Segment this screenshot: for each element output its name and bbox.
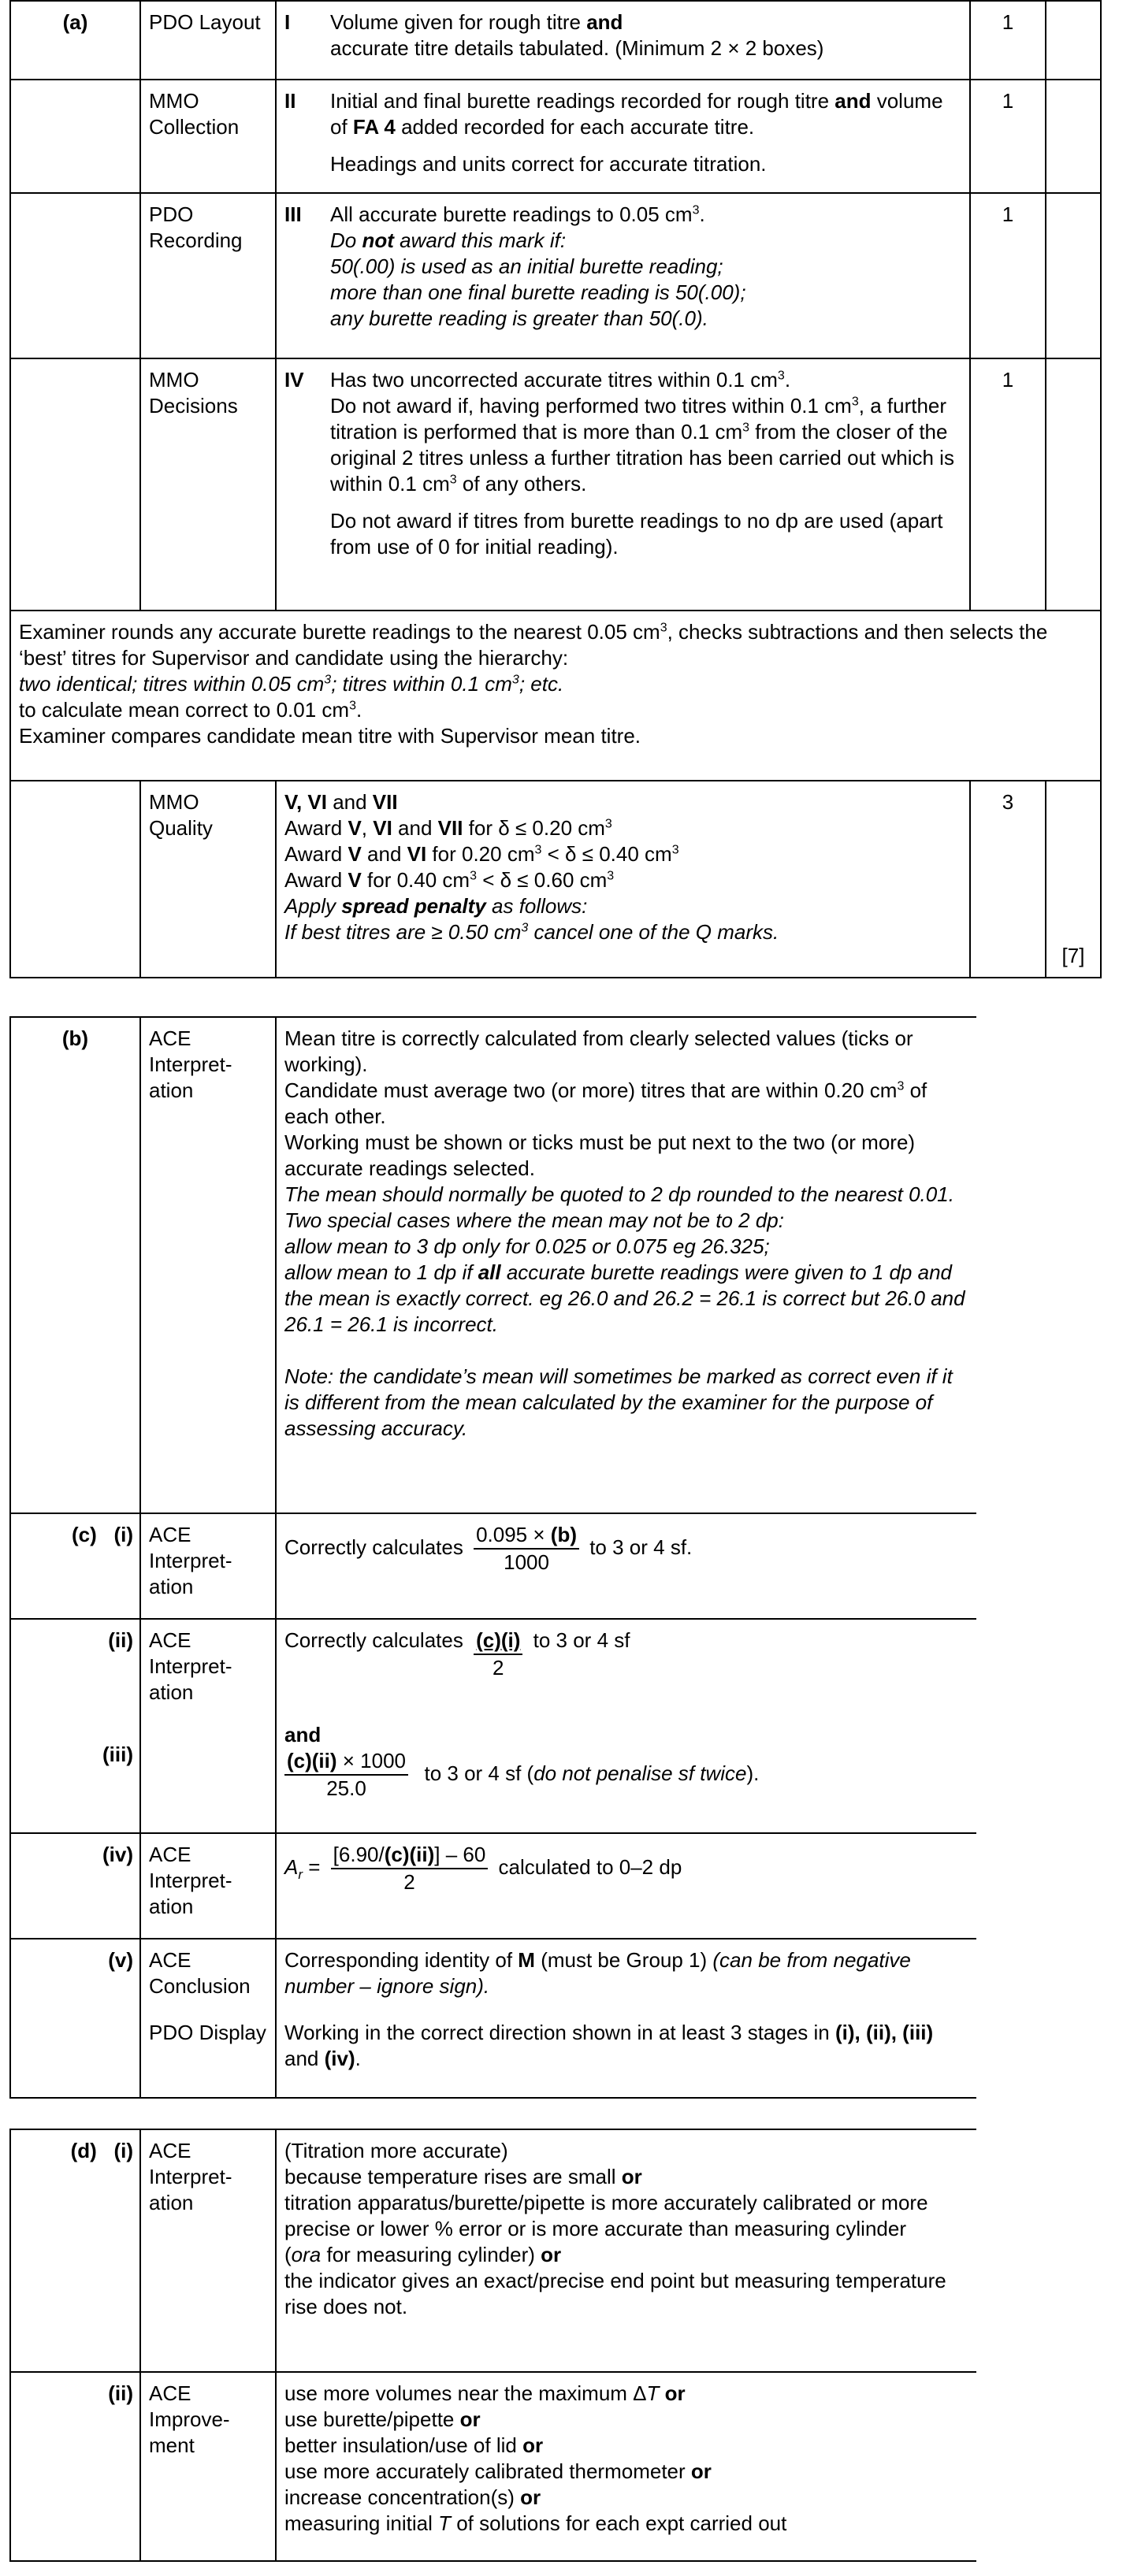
criteria-line: Has two uncorrected accurate titres within 0.1 $cm^3$.	[330, 368, 791, 392]
criteria-line: Candidate must average two (or more) titres that are within 0.20 $cm^3$ of each other.	[284, 1078, 927, 1128]
row-c-ii-iii	[10, 1619, 976, 1833]
row-a-decisions	[10, 358, 1101, 611]
criteria-line: any burette reading is greater than 50(.0).	[330, 306, 708, 330]
marking-table-a	[9, 0, 1102, 978]
criteria-line: Working must be shown or ticks must be put next to the two (or more) accurate readings selected.	[284, 1130, 916, 1180]
row-a-recording	[10, 193, 1101, 358]
fraction: $\frac{(c)(i)}{2}$	[474, 1628, 522, 1681]
mark-value: 1	[970, 193, 1046, 358]
row-c-v	[10, 1939, 976, 2098]
roman-numeral: I	[284, 10, 291, 34]
skill-label: ACE Interpret- ation	[140, 1017, 276, 1513]
criteria-line: Do not award this mark if:	[330, 228, 567, 252]
part-label-a: (a)	[10, 1, 140, 80]
criteria-line: The mean should normally be quoted to 2 dp rounded to the nearest 0.01.	[284, 1182, 954, 1206]
row-c-iv	[10, 1833, 976, 1939]
examiner-line: to calculate mean correct to 0.01 $cm^3$.	[19, 698, 362, 722]
part-label-d-ii: (ii)	[10, 2372, 140, 2561]
row-a-collection	[10, 80, 1101, 193]
skill-label: PDO Layout	[140, 1, 276, 80]
roman-numeral: IV	[284, 368, 304, 392]
mark-value: 1	[970, 1, 1046, 80]
criteria-cell: $A_r$ = $\frac{[6.90/(c)(ii)] - 60}{2}$ calculated to 0–2 dp	[276, 1833, 976, 1939]
skill-label: ACE Conclusion PDO Display	[140, 1939, 276, 2098]
examiner-line: Examiner rounds any accurate burette readings to the nearest 0.05 $cm^3$, checks subtractions and then selects the ‘best’ titres for Supervisor and candidate using the hierarchy:	[19, 620, 1048, 670]
skill-label: ACE Improve- ment	[140, 2372, 276, 2561]
criteria-line: allow mean to 3 dp only for 0.025 or 0.075 eg 26.325;	[284, 1234, 770, 1258]
marking-table-d	[9, 2129, 976, 2562]
fraction: $\frac{[6.90/(c)(ii)] - 60}{2}$	[331, 1842, 489, 1895]
skill-label: MMO Collection	[140, 80, 276, 193]
roman-numeral: II	[284, 89, 296, 113]
criteria-cell	[276, 193, 970, 358]
examiner-note	[10, 611, 1101, 781]
criteria-cell: Correctly calculates $\frac{0.095 \times (b)}{1000}$ to 3 or 4 sf.	[276, 1513, 976, 1619]
criteria-cell: (Titration more accurate) because temperature rises are small or titration apparatus/burette/pipette is more accurately calibrated or more precise or lower % error or is more accurate than measuring cylinder (ora for measuring cylinder) or the indicator gives an exact/precise end point but measuring temperature rise does not.	[276, 2129, 976, 2372]
total-marks: [7]	[1046, 781, 1101, 978]
criteria-line: accurate titre details tabulated. (Minimum 2 × 2 boxes)	[330, 36, 824, 60]
part-label-b: (b)	[10, 1017, 140, 1513]
criteria-cell	[276, 781, 970, 978]
part-label-d-i: (d) (i)	[10, 2129, 140, 2372]
criteria-line: Volume given for rough titre and	[330, 10, 623, 34]
skill-label: MMO Quality	[140, 781, 276, 978]
criteria-cell	[276, 1017, 976, 1513]
row-d-i	[10, 2129, 976, 2372]
roman-numeral: III	[284, 202, 302, 226]
part-label-c-v: (v)	[10, 1939, 140, 2098]
row-examiner-note	[10, 611, 1101, 781]
quality-line: Award V for 0.40 $cm^3 < \delta \le 0.60$ $cm^3$	[284, 868, 615, 892]
criteria-line: more than one final burette reading is 50(.00);	[330, 280, 746, 304]
fraction: $\frac{(c)(ii) \times 1000}{25.0}$	[284, 1748, 408, 1802]
skill-label: PDO Recording	[140, 193, 276, 358]
skill-label: MMO Decisions	[140, 358, 276, 611]
part-label-c-iv: (iv)	[10, 1833, 140, 1939]
skill-label: ACE Interpret- ation	[140, 2129, 276, 2372]
criteria-line: Do not award if, having performed two titres within 0.1 $cm^3$, a further titration is performed that is more than 0.1 $cm^3$ from the closer of the original 2 titres unless a further titration has been carried out which is within 0.1 $cm^3$ of any others.	[330, 394, 954, 496]
quality-line: If best titres are ≥ 0.50 $cm^3$ cancel one of the Q marks.	[284, 920, 779, 944]
quality-line: Award V and VI for 0.20 $cm^3 < \delta \le 0.40$ $cm^3$	[284, 842, 679, 866]
criteria-line: Initial and final burette readings recorded for rough titre and volume of FA 4 added recorded for each accurate titre.	[330, 89, 943, 139]
mark-value: 1	[970, 358, 1046, 611]
part-label-c-i: (c) (i)	[10, 1513, 140, 1619]
examiner-line: two identical; titres within 0.05 $cm^3$; titres within 0.1 $cm^3$; etc.	[19, 672, 564, 696]
criteria-line: Headings and units correct for accurate titration.	[330, 152, 767, 176]
criteria-cell	[276, 358, 970, 611]
skill-label: ACE Interpret- ation	[140, 1513, 276, 1619]
row-a-layout	[10, 1, 1101, 80]
criteria-line: Do not award if titres from burette readings to no dp are used (apart from use of 0 for initial reading).	[330, 509, 943, 559]
criteria-cell: Correctly calculates $\frac{(c)(i)}{2}$ to 3 or 4 sf and $\frac{(c)(ii) \times 1000}{25.0}$ to 3 or 4 sf (do not penalise sf twice).	[276, 1619, 976, 1833]
mark-value: 3	[970, 781, 1046, 978]
quality-line: Apply spread penalty as follows:	[284, 894, 588, 918]
fraction: $\frac{0.095 \times (b)}{1000}$	[474, 1522, 579, 1576]
skill-label: ACE Interpret- ation	[140, 1619, 276, 1833]
criteria-cell	[276, 80, 970, 193]
criteria-line: Note: the candidate’s mean will sometimes be marked as correct even if it is different from the mean calculated by the examiner for the purpose of assessing accuracy.	[284, 1364, 953, 1440]
criteria-line: Two special cases where the mean may not be to 2 dp:	[284, 1208, 784, 1232]
row-a-quality	[10, 781, 1101, 978]
criteria-line: Mean titre is correctly calculated from clearly selected values (ticks or working).	[284, 1026, 913, 1076]
part-label-c-ii: (ii) (iii)	[10, 1619, 140, 1833]
quality-title: V, VI and VII	[284, 790, 398, 814]
row-c-i	[10, 1513, 976, 1619]
examiner-line: Examiner compares candidate mean titre with Supervisor mean titre.	[19, 724, 641, 748]
total-cell	[1046, 1, 1101, 80]
mark-value: 1	[970, 80, 1046, 193]
quality-line: Award V, VI and VII for δ ≤ 0.20 $cm^3$	[284, 816, 612, 840]
skill-label: ACE Interpret- ation	[140, 1833, 276, 1939]
criteria-cell: Corresponding identity of M (must be Group 1) (can be from negative number – ignore sign). Working in the correct direction shown in at least 3 stages in (i), (ii), (iii) and (iv).	[276, 1939, 976, 2098]
criteria-cell: use more volumes near the maximum ΔT or use burette/pipette or better insulation/use of lid or use more accurately calibrated thermometer or increase concentration(s) or measuring initial T of solutions for each expt carried out	[276, 2372, 976, 2561]
row-b	[10, 1017, 976, 1513]
marking-table-bc	[9, 1016, 976, 2099]
criteria-line: All accurate burette readings to 0.05 $cm^3$.	[330, 202, 705, 226]
criteria-line: 50(.00) is used as an initial burette reading;	[330, 254, 723, 278]
criteria-line: allow mean to 1 dp if all accurate burette readings were given to 1 dp and the mean is exactly correct. eg 26.0 and 26.2 = 26.1 is correct but 26.0 and 26.1 = 26.1 is incorrect.	[284, 1260, 965, 1336]
criteria-cell	[276, 1, 970, 80]
row-d-ii	[10, 2372, 976, 2561]
